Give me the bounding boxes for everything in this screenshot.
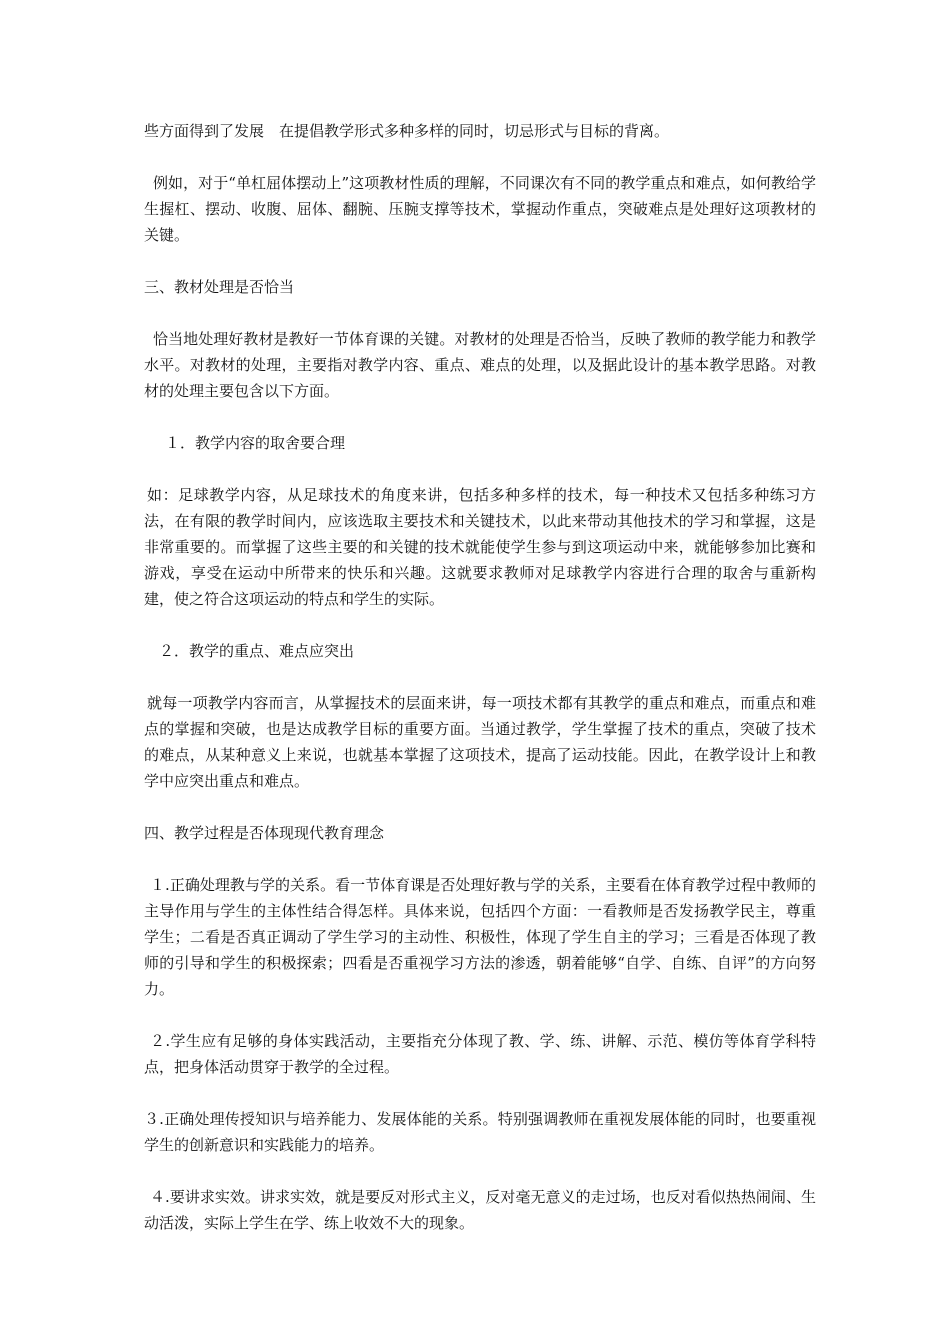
document-body <box>144 118 816 1262</box>
paragraph-key-points: 就每一项教学内容而言，从掌握技术的层面来讲，每一项技术都有其教学的重点和难点，而重点和难点的掌握和突破，也是达成教学目标的重要方面。当通过教学，学生掌握了技术的重点，突破了技术的难点，从某种意义上来说，也就基本掌握了这项技术，提高了运动技能。因此，在教学设计上和教学中应突出重点和难点。 <box>144 694 816 790</box>
paragraph-example-bar: 例如，对于“单杠屈体摆动上”这项教材性质的理解，不同课次有不同的教学重点和难点，如何教给学生握杠、摆动、收腹、屈体、翻腕、压腕支撑等技术，掌握动作重点，突破难点是处理好这项教材的关键。 <box>144 174 816 244</box>
paragraph-item-3: ３.正确处理传授知识与培养能力、发展体能的关系。特别强调教师在重视发展体能的同时，也要重视学生的创新意识和实践能力的培养。 <box>144 1110 816 1154</box>
subheading-content-selection: １．教学内容的取舍要合理 <box>165 434 346 452</box>
paragraph-item-1: １.正确处理教与学的关系。看一节体育课是否处理好教与学的关系，主要看在体育教学过程中教师的主导作用与学生的主体性结合得怎样。具体来说，包括四个方面：一看教师是否发扬教学民主，尊重学生；二看是否真正调动了学生学习的主动性、积极性，体现了学生自主的学习；三看是否体现了教师的引导和学生的积极探索；四看是否重视学习方法的渗透，朝着能够“自学、自练、自评”的方向努力。 <box>144 876 816 998</box>
section-heading-4: 四、教学过程是否体现现代教育理念 <box>144 824 385 842</box>
paragraph-item-2: ２.学生应有足够的身体实践活动，主要指充分体现了教、学、练、讲解、示范、模仿等体育学科特点，把身体活动贯穿于教学的全过程。 <box>144 1032 816 1076</box>
paragraph-item-4: ４.要讲求实效。讲求实效，就是要反对形式主义，反对毫无意义的走过场，也反对看似热热闹闹、生动活泼，实际上学生在学、练上收效不大的现象。 <box>144 1188 816 1232</box>
paragraph-continuation: 些方面得到了发展 在提倡教学形式多种多样的同时，切忌形式与目标的背离。 <box>144 122 670 140</box>
paragraph-material-handling: 恰当地处理好教材是教好一节体育课的关键。对教材的处理是否恰当，反映了教师的教学能力和教学水平。对教材的处理，主要指对教学内容、重点、难点的处理，以及据此设计的基本教学思路。对教材的处理主要包含以下方面。 <box>144 330 816 400</box>
paragraph-football-example: 如：足球教学内容，从足球技术的角度来讲，包括多种多样的技术，每一种技术又包括多种练习方法，在有限的教学时间内，应该选取主要技术和关键技术，以此来带动其他技术的学习和掌握，这是非常重要的。而掌握了这些主要的和关键的技术就能使学生参与到这项运动中来，就能够参加比赛和游戏，享受在运动中所带来的快乐和兴趣。这就要求教师对足球教学内容进行合理的取舍与重新构建，使之符合这项运动的特点和学生的实际。 <box>144 486 816 608</box>
subheading-key-points: ２．教学的重点、难点应突出 <box>159 642 355 660</box>
section-heading-3: 三、教材处理是否恰当 <box>144 278 295 296</box>
